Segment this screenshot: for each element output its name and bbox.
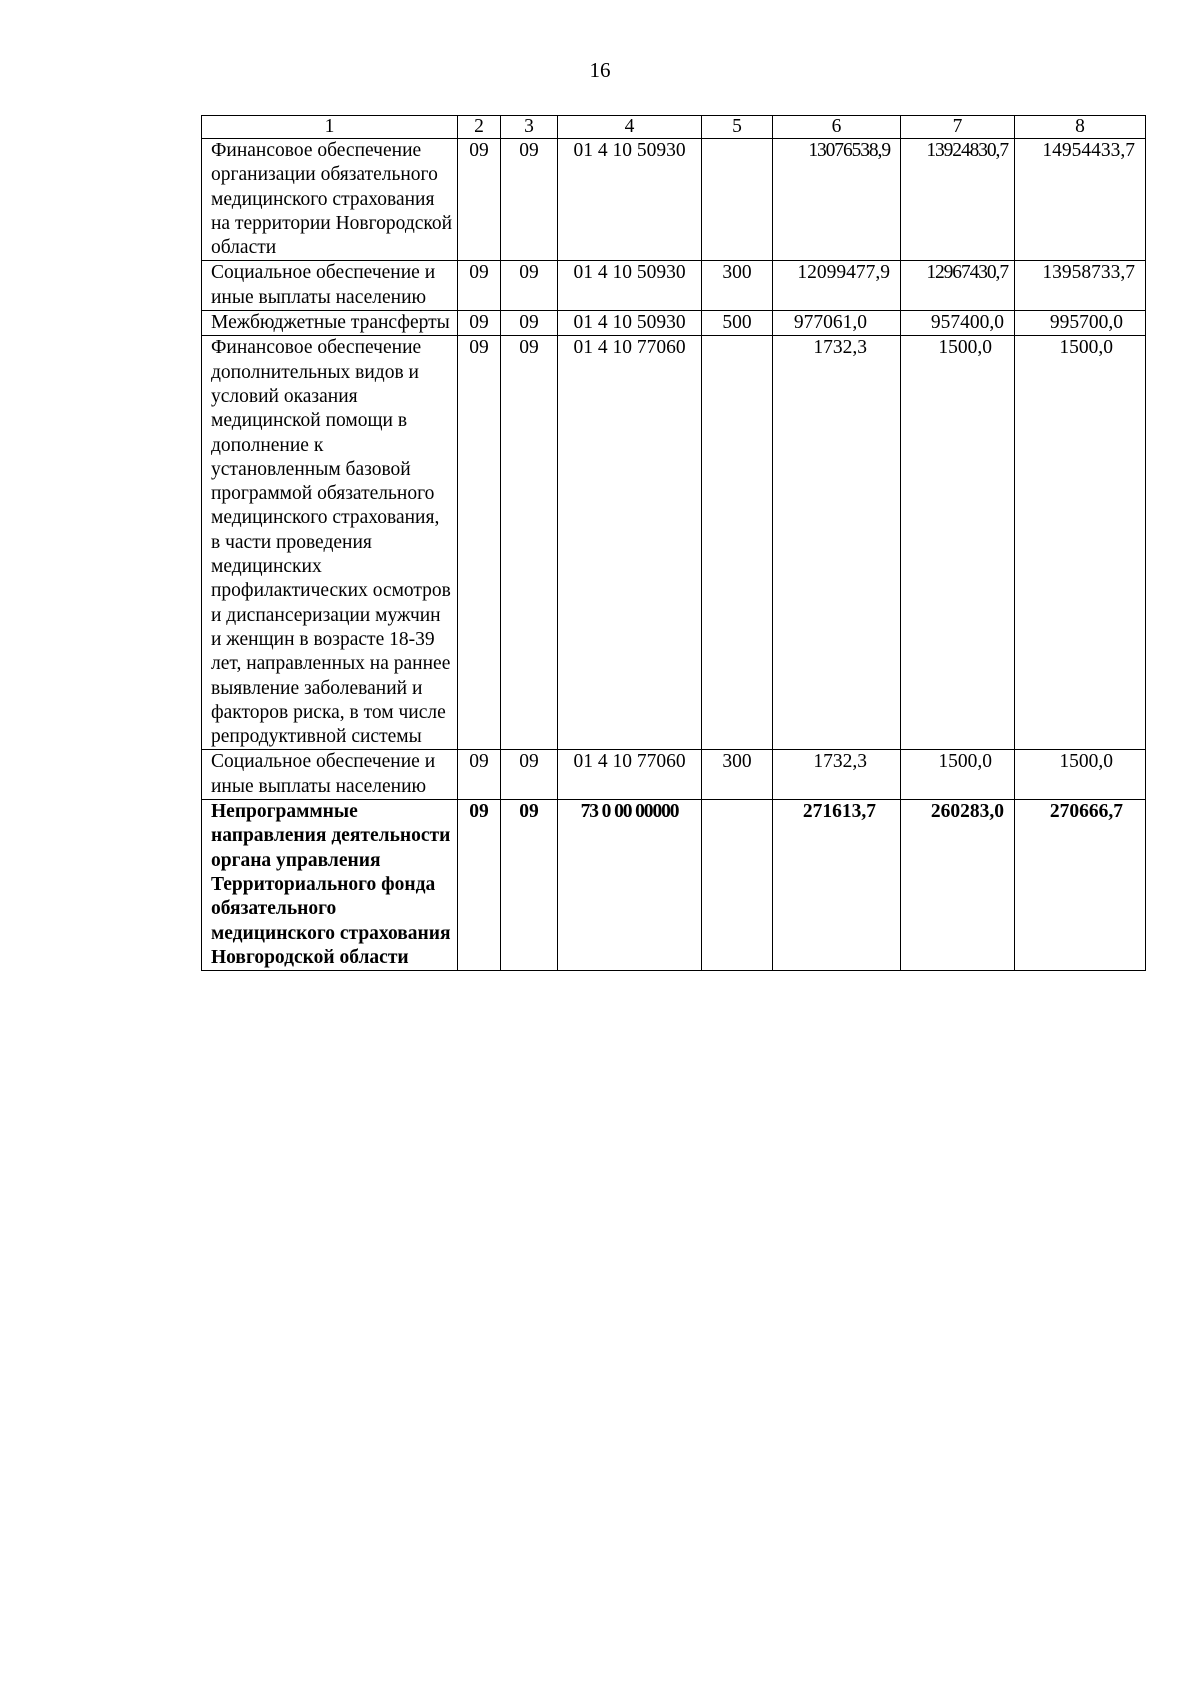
row-name-cell: Социальное обеспечение и иные выплаты населению bbox=[202, 750, 458, 800]
amount-year3-cell: 270666,7 bbox=[1015, 800, 1146, 971]
amount-year1-cell: 977061,0 bbox=[773, 311, 901, 336]
amount-year1-cell: 1732,3 bbox=[773, 750, 901, 800]
expense-type-cell: 300 bbox=[702, 261, 773, 311]
column-number-header: 1 bbox=[202, 116, 458, 139]
section-code-cell: 09 bbox=[458, 311, 501, 336]
table-row bbox=[202, 750, 1146, 800]
column-number-header: 3 bbox=[501, 116, 558, 139]
column-number-header: 7 bbox=[901, 116, 1015, 139]
amount-year1-cell: 13076538,9 bbox=[773, 139, 901, 261]
expense-type-cell bbox=[702, 139, 773, 261]
row-name-cell: Финансовое обеспечение организации обязательного медицинского страхования на территории Новгородской области bbox=[202, 139, 458, 261]
table-row bbox=[202, 800, 1146, 971]
amount-year2-cell: 1500,0 bbox=[901, 750, 1015, 800]
subsection-code-cell: 09 bbox=[501, 336, 558, 750]
subsection-code-cell: 09 bbox=[501, 311, 558, 336]
target-article-cell: 73 0 00 00000 bbox=[558, 800, 702, 971]
subsection-code-cell: 09 bbox=[501, 139, 558, 261]
table-row bbox=[202, 261, 1146, 311]
row-name-cell: Социальное обеспечение и иные выплаты населению bbox=[202, 261, 458, 311]
amount-year2-cell: 12967430,7 bbox=[901, 261, 1015, 311]
amount-year3-cell: 13958733,7 bbox=[1015, 261, 1146, 311]
expense-type-cell: 300 bbox=[702, 750, 773, 800]
subsection-code-cell: 09 bbox=[501, 261, 558, 311]
expense-type-cell bbox=[702, 800, 773, 971]
table-row bbox=[202, 311, 1146, 336]
amount-year2-cell: 260283,0 bbox=[901, 800, 1015, 971]
amount-year2-cell: 13924830,7 bbox=[901, 139, 1015, 261]
table-row bbox=[202, 336, 1146, 750]
row-name-cell: Финансовое обеспечение дополнительных видов и условий оказания медицинской помощи в дополнение к установленным базовой программой обязательного медицинского страхования, в части проведения медицинских профилактических осмотров и диспансеризации мужчин и женщин в возрасте 18-39 лет, направленных на раннее выявление заболеваний и факторов риска, в том числе репродуктивной системы bbox=[202, 336, 458, 750]
expense-type-cell: 500 bbox=[702, 311, 773, 336]
amount-year2-cell: 1500,0 bbox=[901, 336, 1015, 750]
column-number-header: 8 bbox=[1015, 116, 1146, 139]
subsection-code-cell: 09 bbox=[501, 800, 558, 971]
amount-year3-cell: 1500,0 bbox=[1015, 750, 1146, 800]
target-article-cell: 01 4 10 77060 bbox=[558, 750, 702, 800]
row-name-cell: Межбюджетные трансферты bbox=[202, 311, 458, 336]
amount-year1-cell: 1732,3 bbox=[773, 336, 901, 750]
row-name-cell: Непрограммные направления деятельности органа управления Территориального фонда обязательного медицинского страхования Новгородской области bbox=[202, 800, 458, 971]
target-article-cell: 01 4 10 50930 bbox=[558, 261, 702, 311]
section-code-cell: 09 bbox=[458, 261, 501, 311]
page-number: 16 bbox=[589, 58, 611, 82]
target-article-cell: 01 4 10 50930 bbox=[558, 139, 702, 261]
amount-year1-cell: 271613,7 bbox=[773, 800, 901, 971]
target-article-cell: 01 4 10 77060 bbox=[558, 336, 702, 750]
table-header-row bbox=[202, 116, 1146, 139]
amount-year3-cell: 995700,0 bbox=[1015, 311, 1146, 336]
amount-year3-cell: 1500,0 bbox=[1015, 336, 1146, 750]
column-number-header: 4 bbox=[558, 116, 702, 139]
table-row bbox=[202, 139, 1146, 261]
column-number-header: 5 bbox=[702, 116, 773, 139]
budget-table bbox=[201, 115, 1146, 971]
amount-year2-cell: 957400,0 bbox=[901, 311, 1015, 336]
section-code-cell: 09 bbox=[458, 800, 501, 971]
column-number-header: 6 bbox=[773, 116, 901, 139]
amount-year1-cell: 12099477,9 bbox=[773, 261, 901, 311]
amount-year3-cell: 14954433,7 bbox=[1015, 139, 1146, 261]
section-code-cell: 09 bbox=[458, 336, 501, 750]
column-number-header: 2 bbox=[458, 116, 501, 139]
section-code-cell: 09 bbox=[458, 139, 501, 261]
subsection-code-cell: 09 bbox=[501, 750, 558, 800]
target-article-cell: 01 4 10 50930 bbox=[558, 311, 702, 336]
section-code-cell: 09 bbox=[458, 750, 501, 800]
expense-type-cell bbox=[702, 336, 773, 750]
